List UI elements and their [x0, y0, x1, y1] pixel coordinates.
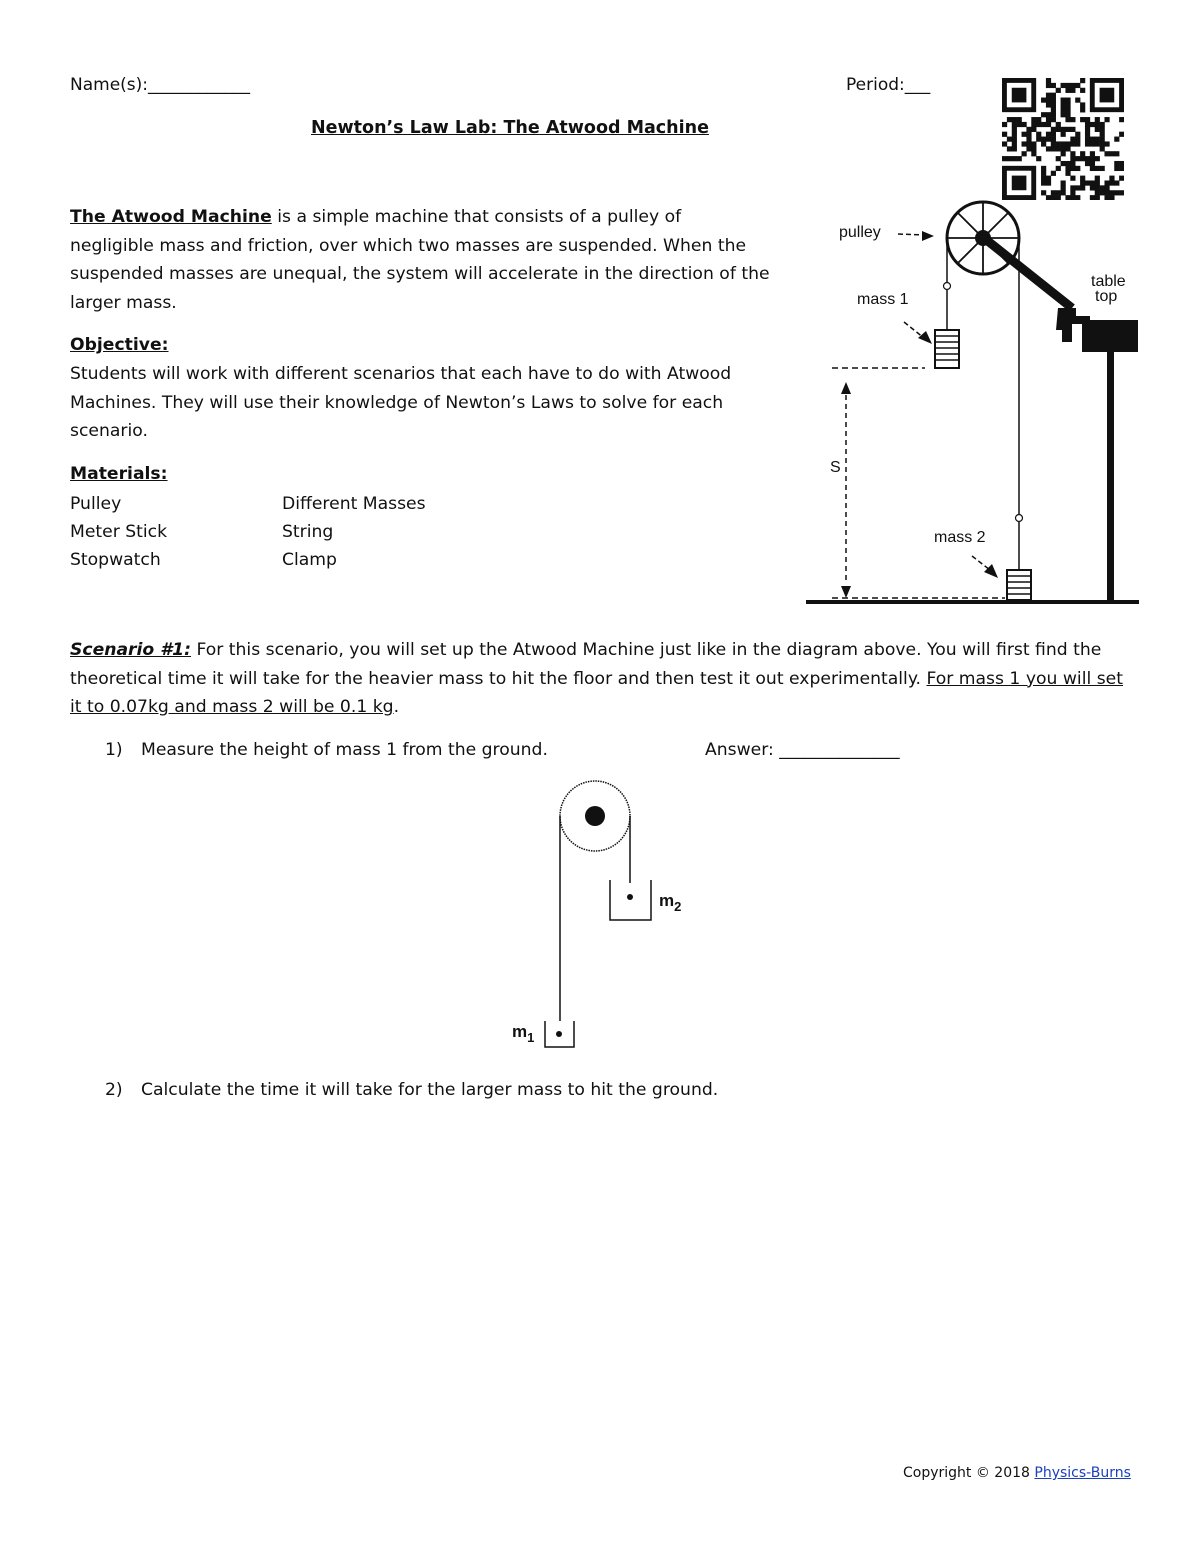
m2-label: $m_2$	[659, 891, 682, 914]
material-item: Different Masses	[282, 494, 426, 514]
atwood-apparatus-diagram	[800, 190, 1145, 610]
materials-heading: Materials:	[70, 464, 168, 484]
material-item: Stopwatch	[70, 550, 161, 570]
material-item: Meter Stick	[70, 522, 168, 542]
period-field-label: Period:___	[846, 75, 931, 95]
question-1-number: 1)	[105, 740, 123, 760]
mass-1-stack	[935, 330, 959, 368]
schematic-axle	[585, 806, 605, 826]
mass-2-label: mass 2	[934, 529, 986, 546]
table-label-line1: table	[1091, 273, 1126, 290]
question-1-text: Measure the height of mass 1 from the ground.	[141, 740, 548, 760]
intro-text: is a simple machine that consists of a pulley of negligible mass and friction, over which two masses are suspended. When the suspended masses are unequal, the system will accelerate in the direction of the larger mass.	[70, 207, 770, 314]
copyright-text: Copyright © 2018	[903, 1465, 1030, 1481]
intro-paragraph	[70, 203, 770, 318]
mass-2-stack	[1007, 570, 1031, 600]
table-label-line2: top	[1095, 288, 1118, 305]
material-item: Clamp	[282, 550, 337, 570]
atwood-schematic-diagram	[505, 775, 695, 1055]
scenario-end: .	[393, 697, 400, 718]
mass-1-label: mass 1	[857, 291, 909, 308]
pulley-arm	[984, 238, 1072, 308]
material-item: Pulley	[70, 494, 122, 514]
question-2-number: 2)	[105, 1080, 123, 1100]
height-s-label: S	[830, 459, 841, 476]
page-title: Newton’s Law Lab: The Atwood Machine	[311, 118, 709, 138]
table-top	[1082, 320, 1138, 352]
scenario-text: For this scenario, you will set up the Atwood Machine just like in the diagram above. You will first find the theoretical time it will take for the heavier mass to hit the floor and then test it out experimentally.	[70, 640, 1102, 689]
stand-pole	[1107, 350, 1114, 602]
scenario-mass-values: For mass 1 you will set it to 0.07kg and mass 2 will be 0.1 kg	[70, 668, 1123, 718]
schematic-m2-box	[610, 880, 651, 920]
floor-line	[806, 600, 1139, 604]
pulley-label: pulley	[839, 224, 881, 241]
objective-text: Students will work with different scenarios that each have to do with Atwood Machines. They will use their knowledge of Newton’s Laws to solve for each scenario.	[70, 364, 732, 442]
objective-heading: Objective:	[70, 335, 169, 355]
intro-term: The Atwood Machine	[70, 207, 272, 227]
material-item: String	[282, 522, 334, 542]
physics-burns-link[interactable]: Physics-Burns	[1034, 1465, 1131, 1481]
scenario-label: Scenario #1:	[70, 640, 192, 660]
question-1-answer-blank[interactable]: Answer: ______________	[705, 740, 900, 760]
name-field-label: Name(s):____________	[70, 75, 251, 95]
question-2-text: Calculate the time it will take for the larger mass to hit the ground.	[141, 1080, 719, 1100]
qr-code	[1002, 78, 1124, 200]
pulley-wheel	[947, 202, 1019, 274]
footer	[903, 1465, 1131, 1481]
m1-label: $m_1$	[512, 1022, 535, 1045]
scenario-paragraph	[70, 636, 1130, 722]
